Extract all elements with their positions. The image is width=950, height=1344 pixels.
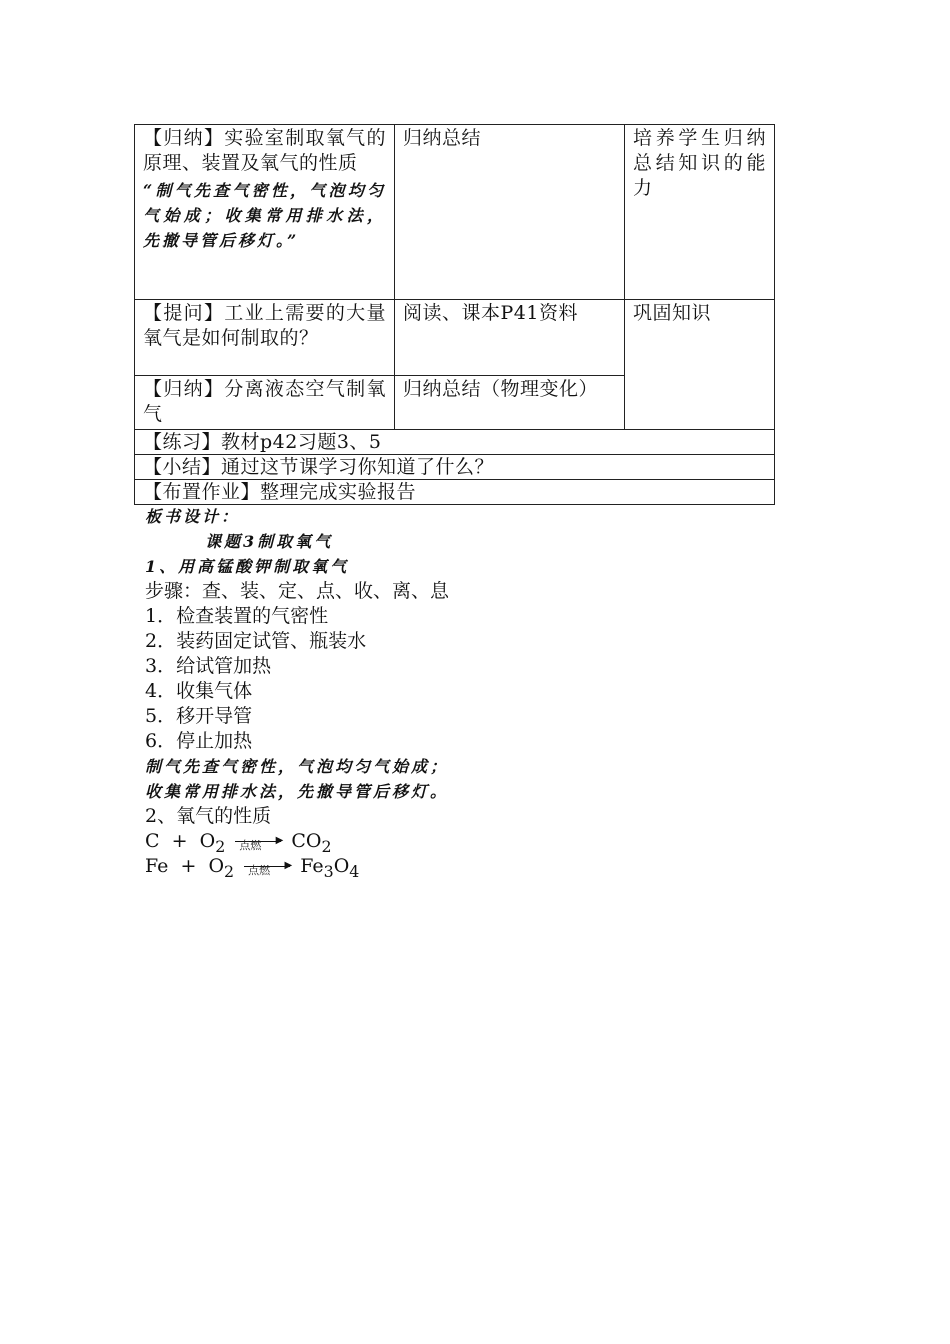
step-item: 5．移开导管 [145,705,253,727]
table-cell [135,125,395,300]
table-row [135,125,775,300]
lesson-table [134,124,775,505]
section-heading: 2、氧气的性质 [145,805,272,827]
table-row [135,430,775,455]
table-cell: 【练习】教材p42习题3、5 [135,430,775,455]
table-cell: 【小结】通过这节课学习你知道了什么？ [135,455,775,480]
table-cell: 归纳总结 [395,125,625,300]
table-cell: 【提问】工业上需要的大量氧气是如何制取的？ [135,300,395,376]
table-cell: 培养学生归纳总结知识的能力 [625,125,775,300]
reaction-condition: 点燃 [248,864,271,877]
step-item: 4．收集气体 [145,680,253,702]
equation [145,854,765,879]
reaction-arrow-icon: ▶ 点燃 [244,857,290,877]
table-cell: 巩固知识 [625,300,775,430]
rhyme-line: 制气先查气密性，气泡均匀气始成； [145,757,450,776]
table-cell: 阅读、课本P41资料 [395,300,625,376]
step-item: 6．停止加热 [145,730,253,752]
board-design [145,504,765,879]
rhyme-line: 收集常用排水法，先撤导管后移灯。 [145,782,450,801]
reaction-condition: 点燃 [239,839,262,852]
board-title: 课题3制取氧气 [205,532,334,551]
table-cell: 【归纳】分离液态空气制氧气 [135,376,395,430]
step-item: 3．给试管加热 [145,655,272,677]
board-heading: 板书设计： [145,507,241,526]
reaction-arrow-icon: ▶ 点燃 [235,832,281,852]
equation [145,829,765,854]
step-item: 1．检查装置的气密性 [145,605,329,627]
rhyme-text: “制气先查气密性，气泡均匀气始成；收集常用排水法，先撤导管后移灯。” [143,181,386,250]
equation-reactants: $C + O_2$ [145,830,226,856]
steps-summary: 步骤：查、装、定、点、收、离、息 [145,580,450,602]
table-row [135,455,775,480]
summary-heading: 【归纳】实验室制取氧气的原理、装置及氧气的性质 [143,127,386,174]
step-item: 2．装药固定试管、瓶装水 [145,630,367,652]
table-cell: 归纳总结（物理变化） [395,376,625,430]
table-row [135,480,775,505]
section-heading: 1、用高锰酸钾制取氧气 [145,557,350,576]
equation-product: $Fe_3O_4$ [300,855,360,881]
equation-product: $CO_2$ [291,830,332,856]
table-row [135,300,775,376]
equation-reactants: $Fe + O_2$ [145,855,235,881]
table-cell: 【布置作业】整理完成实验报告 [135,480,775,505]
